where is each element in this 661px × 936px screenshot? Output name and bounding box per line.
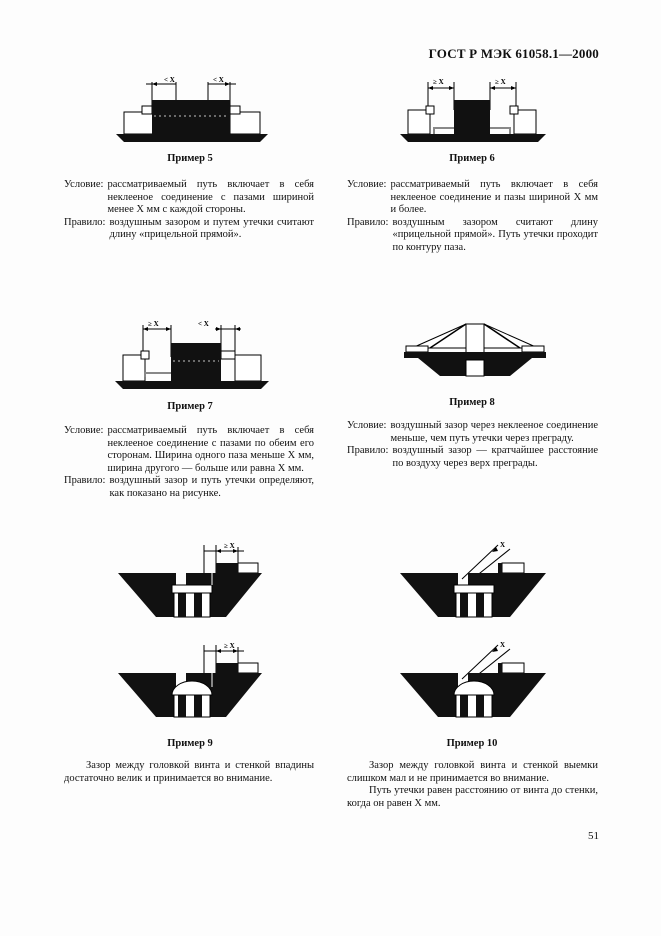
figure-example-5 [112,72,272,147]
dim-label: < X [164,76,175,84]
dim-label: ≥ X [433,78,444,86]
dim-label: < X [213,76,224,84]
fig9-upper [118,542,262,617]
figure-example-9 [116,537,266,732]
standard-header: ГОСТ Р МЭК 61058.1—2000 [428,46,599,61]
condition-label: Условие: [347,179,387,190]
text-example-8 [347,420,598,470]
rule-text: воздушным зазором считают длину «прицельной прямой». Путь утечки проходит по контуру паза. [392,216,598,253]
paragraph: Путь утечки равен расстоянию от винта до стенки, когда он равен X мм. [347,785,598,809]
caption-example-9: Пример 9 [167,738,213,749]
text-example-6 [347,179,598,255]
dim-label: ≥ X [495,78,506,86]
dim-label: X [500,541,506,549]
dim-label: X [500,641,506,649]
dim-label: ≥ X [148,320,159,328]
condition-label: Условие: [347,420,387,431]
figure-example-10 [398,537,553,732]
rule-text: воздушным зазором и путем утечки считают длину «прицельной прямой». [109,216,314,241]
condition-label: Условие: [64,179,104,190]
paragraph: Зазор между головкой винта и стенкой выемки слишком мал и не принимается во внимание. [347,760,598,784]
condition-text: рассматриваемый путь включает в себя неклееное соединение с пазами шириной менее X мм с каждой стороны. [107,179,314,216]
text-example-10 [347,760,598,810]
dim-label: ≥ X [224,542,235,550]
rule-label: Правило: [64,216,106,228]
rule-label: Правило: [347,445,389,457]
rule-text: воздушный зазор — кратчайшее расстояние по воздуху через верх преграды. [392,445,598,469]
dim-label: ≥ X [224,642,235,650]
dim-label: < X [198,320,209,328]
fig10-lower [400,641,546,717]
condition-text: рассматриваемый путь включает в себя неклееное соединение с пазами по обеим его сторонам. Ширина одного паза меньше X мм, ширина другого — больше или равна X мм. [107,425,314,474]
condition-text: воздушный зазор через неклееное соединение меньше, чем путь утечки через преграду. [390,420,598,444]
condition-label: Условие: [64,425,104,436]
rule-label: Правило: [64,475,106,487]
text-example-5 [64,179,314,242]
text-example-9 [64,760,314,785]
rule-text: воздушный зазор и путь утечки определяют, как показано на рисунке. [109,475,314,499]
figure-example-6 [398,72,548,147]
condition-text: рассматриваемый путь включает в себя неклееное соединение и пазы шириной X мм и более. [390,179,598,216]
figure-example-7 [115,315,270,395]
fig9-lower [118,642,262,717]
paragraph: Зазор между головкой винта и стенкой впадины достаточно велик и принимается во внимание. [64,760,314,784]
fig10-upper [400,541,546,617]
caption-example-8: Пример 8 [449,397,495,408]
page-number: 51 [588,830,599,842]
rule-label: Правило: [347,216,389,228]
figure-example-8 [400,318,550,388]
caption-example-6: Пример 6 [449,153,495,164]
caption-example-7: Пример 7 [167,401,213,412]
caption-example-5: Пример 5 [167,153,213,164]
text-example-7 [64,425,314,501]
caption-example-10: Пример 10 [446,738,498,749]
